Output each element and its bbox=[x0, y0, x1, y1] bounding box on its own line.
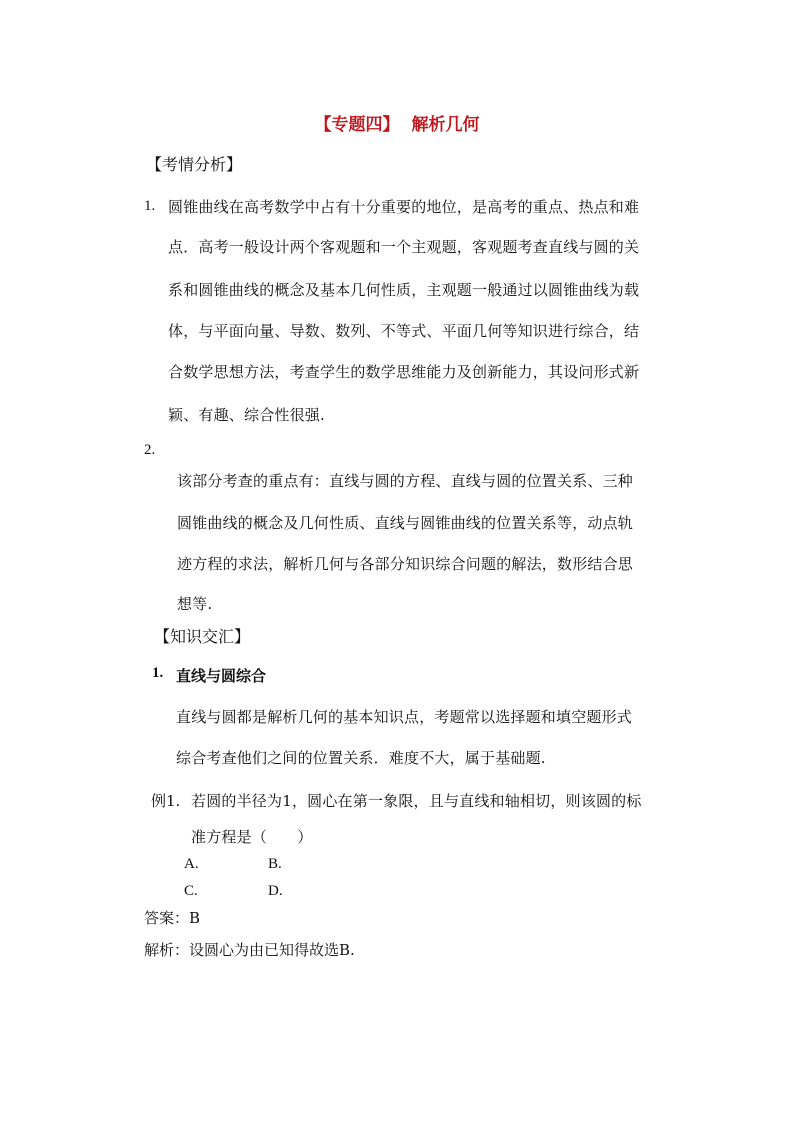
item1-line-5: 合数学思想方法，考查学生的数学思维能力及创新能力，其设问形式新 bbox=[168, 363, 640, 381]
option-a: A. bbox=[184, 856, 199, 872]
item1-line-2: 点．高考一般设计两个客观题和一个主观题，客观题考查直线与圆的关 bbox=[168, 238, 640, 256]
item2-line-2: 圆锥曲线的概念及几何性质、直线与圆锥曲线的位置关系等，动点轨 bbox=[177, 514, 634, 532]
example-line-2: 准方程是（ ） bbox=[191, 828, 313, 846]
subsection-number-1: 1. bbox=[152, 665, 164, 681]
title-main: 解析几何 bbox=[411, 115, 480, 135]
intro-line-1: 直线与圆都是解析几何的基本知识点，考题常以选择题和填空题形式 bbox=[176, 708, 633, 726]
item1-line-6: 颖、有趣、综合性很强. bbox=[168, 406, 325, 424]
item2-line-4: 想等. bbox=[177, 595, 213, 613]
section-header-knowledge: 【知识交汇】 bbox=[154, 627, 251, 646]
item2-line-3: 迹方程的求法，解析几何与各部分知识综合问题的解法，数形结合思 bbox=[177, 555, 634, 573]
option-b: B. bbox=[268, 856, 282, 872]
subsection-title: 直线与圆综合 bbox=[176, 667, 267, 685]
intro-line-2: 综合考查他们之间的位置关系．难度不大，属于基础题. bbox=[176, 749, 546, 767]
example-label: 例1. bbox=[151, 792, 181, 810]
item-number-1: 1. bbox=[144, 198, 156, 214]
example-line-1: 若圆的半径为1，圆心在第一象限，且与直线和轴相切，则该圆的标 bbox=[191, 792, 642, 810]
item1-line-1: 圆锥曲线在高考数学中占有十分重要的地位，是高考的重点、热点和难 bbox=[168, 198, 640, 216]
page-title bbox=[0, 110, 794, 135]
item1-line-4: 体，与平面向量、导数、数列、不等式、平面几何等知识进行综合，结 bbox=[168, 322, 640, 340]
section-header-analysis: 【考情分析】 bbox=[146, 155, 243, 174]
item-number-2: 2. bbox=[144, 442, 156, 458]
item1-line-3: 系和圆锥曲线的概念及基本几何性质，主观题一般通过以圆锥曲线为载 bbox=[168, 281, 640, 299]
item2-line-1: 该部分考查的重点有：直线与圆的方程、直线与圆的位置关系、三种 bbox=[177, 472, 634, 490]
option-d: D. bbox=[268, 883, 283, 899]
option-c: C. bbox=[184, 883, 198, 899]
title-prefix: 【专题四】 bbox=[314, 115, 400, 135]
analysis-line: 解析：设圆心为由已知得故选B. bbox=[144, 941, 355, 959]
answer-line: 答案：B bbox=[144, 909, 201, 927]
